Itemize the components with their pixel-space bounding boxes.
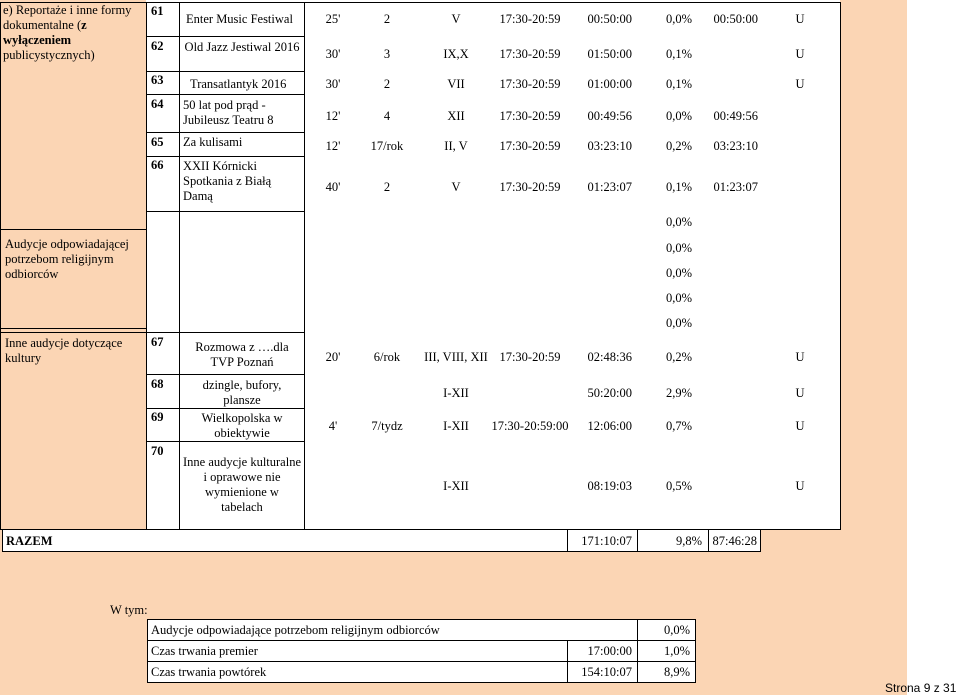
row-frequency: 2: [383, 12, 391, 26]
summary-label: Czas trwania powtórek: [151, 665, 267, 679]
grid-line: [0, 529, 841, 530]
row-hours: 17:30-20:59: [499, 47, 561, 61]
w-tym-label: W tym:: [110, 603, 148, 617]
grid-line: [147, 640, 696, 641]
row-pct: 0,2%: [665, 139, 692, 153]
summary-label: Audycje odpowiadające potrzebom religijnym odbiorców: [151, 623, 440, 637]
grid-line: [0, 2, 146, 3]
row-total: 01:00:00: [587, 77, 632, 91]
row-name: Enter Music Festiwal: [186, 12, 293, 26]
row-months: VII: [447, 77, 465, 91]
row-frequency: 2: [383, 77, 391, 91]
row-premiere: 03:23:10: [713, 139, 758, 153]
summary-value: 154:10:07: [581, 665, 632, 679]
row-months: I-XII: [443, 479, 469, 493]
row-total: 50:20:00: [587, 386, 632, 400]
row-name: 50 lat pod prąd - Jubileusz Teatru 8: [183, 98, 274, 127]
row-name: Old Jazz Jestiwal 2016: [184, 40, 300, 54]
row-months: III, VIII, XII: [424, 350, 488, 364]
row-total: 01:50:00: [587, 47, 632, 61]
grid-line: [146, 441, 305, 442]
grid-line: [2, 551, 761, 552]
grid-line: [146, 332, 305, 333]
row-flag: U: [795, 386, 805, 400]
row-flag: U: [795, 77, 805, 91]
row-frequency: 17/rok: [370, 139, 404, 153]
razem-pct: 9,8%: [675, 534, 702, 548]
row-total: 00:49:56: [587, 109, 632, 123]
row-number: 63: [151, 73, 164, 87]
row-name: XXII Kórnicki Spotkania z Białą Damą: [183, 159, 272, 203]
row-months: V: [451, 180, 461, 194]
row-number: 65: [151, 135, 164, 149]
row-pct: 0,7%: [665, 419, 692, 433]
row-total: 00:50:00: [587, 12, 632, 26]
section-label-religijne: Audycje odpowiadającej potrzebom religijnym odbiorców: [5, 237, 129, 281]
row-flag: U: [795, 47, 805, 61]
page-number: Strona 9 z 31: [885, 681, 957, 695]
row-frequency: 6/rok: [373, 350, 401, 364]
grid-line: [146, 71, 305, 72]
row-pct: 0,2%: [665, 350, 692, 364]
row-total: 12:06:00: [587, 419, 632, 433]
empty-row-pct: 0,0%: [665, 266, 692, 280]
row-pct: 2,9%: [665, 386, 692, 400]
grid-line: [146, 374, 305, 375]
grid-line: [147, 682, 696, 683]
summary-pct: 8,9%: [663, 665, 690, 679]
row-duration: 30': [325, 47, 341, 61]
row-duration: 20': [325, 350, 341, 364]
row-months: V: [451, 12, 461, 26]
row-premiere: 00:50:00: [713, 12, 758, 26]
row-pct: 0,0%: [665, 12, 692, 26]
row-total: 02:48:36: [587, 350, 632, 364]
row-number: 62: [151, 39, 164, 53]
row-hours: 17:30-20:59: [499, 350, 561, 364]
section-label-inne: Inne audycje dotyczące kultury: [5, 336, 123, 365]
row-months: I-XII: [443, 419, 469, 433]
row-frequency: 2: [383, 180, 391, 194]
row-flag: U: [795, 350, 805, 364]
row-premiere: 00:49:56: [713, 109, 758, 123]
row-number: 70: [151, 444, 164, 458]
summary-pct: 1,0%: [663, 644, 690, 658]
row-name: dzingle, bufory, plansze: [202, 378, 282, 407]
grid-line: [0, 332, 146, 333]
row-flag: U: [795, 12, 805, 26]
row-duration: 40': [325, 180, 341, 194]
row-number: 64: [151, 97, 164, 111]
grid-line: [179, 2, 180, 529]
grid-line: [146, 211, 305, 212]
row-frequency: 4: [383, 109, 391, 123]
razem-premiere: 87:46:28: [712, 534, 757, 548]
razem-total: 171:10:07: [581, 534, 632, 548]
row-duration: 30': [325, 77, 341, 91]
row-total: 01:23:07: [587, 180, 632, 194]
row-hours: 17:30-20:59: [499, 180, 561, 194]
row-hours: 17:30-20:59: [499, 77, 561, 91]
grid-line: [146, 36, 305, 37]
row-hours: 17:30-20:59: [499, 139, 561, 153]
row-pct: 0,1%: [665, 47, 692, 61]
row-name: Wielkopolska w obiektywie: [201, 411, 283, 440]
row-number: 69: [151, 410, 164, 424]
section-label-reportaze: e) Reportaże i inne formy dokumentalne (z wyłączeniem publicystycznych): [3, 3, 132, 62]
row-hours: 17:30-20:59:00: [491, 419, 569, 433]
grid-line: [146, 156, 305, 157]
row-flag: U: [795, 419, 805, 433]
row-premiere: 01:23:07: [713, 180, 758, 194]
grid-line: [147, 619, 148, 683]
grid-line: [840, 2, 841, 529]
grid-line: [146, 2, 841, 3]
row-number: 66: [151, 158, 164, 172]
grid-line: [0, 229, 146, 230]
summary-label: Czas trwania premier: [151, 644, 258, 658]
grid-line: [146, 132, 305, 133]
row-months: I-XII: [443, 386, 469, 400]
row-total: 03:23:10: [587, 139, 632, 153]
row-pct: 0,1%: [665, 180, 692, 194]
row-duration: 4': [328, 419, 338, 433]
summary-pct: 0,0%: [663, 623, 690, 637]
row-number: 67: [151, 335, 164, 349]
row-months: XII: [447, 109, 465, 123]
row-pct: 0,1%: [665, 77, 692, 91]
row-pct: 0,0%: [665, 109, 692, 123]
grid-line: [147, 661, 696, 662]
grid-line: [0, 2, 1, 529]
grid-line: [304, 2, 305, 529]
grid-line: [695, 619, 696, 683]
row-hours: 17:30-20:59: [499, 12, 561, 26]
row-flag: U: [795, 479, 805, 493]
empty-row-pct: 0,0%: [665, 316, 692, 330]
grid-line: [2, 529, 3, 552]
row-name: Inne audycje kulturalne i oprawowe nie wymienione w tabelach: [183, 455, 302, 514]
grid-line: [146, 408, 305, 409]
grid-line: [146, 94, 305, 95]
row-name: Za kulisami: [183, 135, 243, 149]
razem-label: RAZEM: [6, 534, 53, 548]
grid-line: [147, 619, 696, 620]
row-frequency: 7/tydz: [371, 419, 403, 433]
grid-line: [146, 2, 147, 529]
empty-row-pct: 0,0%: [665, 291, 692, 305]
row-duration: 25': [325, 12, 341, 26]
row-pct: 0,5%: [665, 479, 692, 493]
row-name: Rozmowa z ….dla TVP Poznań: [195, 340, 289, 369]
empty-row-pct: 0,0%: [665, 215, 692, 229]
row-duration: 12': [325, 109, 341, 123]
row-name: Transatlantyk 2016: [190, 77, 287, 91]
row-number: 68: [151, 377, 164, 391]
row-duration: 12': [325, 139, 341, 153]
row-months: II, V: [444, 139, 468, 153]
row-number: 61: [151, 4, 164, 18]
empty-row-pct: 0,0%: [665, 241, 692, 255]
row-frequency: 3: [383, 47, 391, 61]
grid-line: [0, 328, 146, 329]
row-total: 08:19:03: [587, 479, 632, 493]
grid-line: [760, 529, 761, 552]
summary-value: 17:00:00: [587, 644, 632, 658]
row-hours: 17:30-20:59: [499, 109, 561, 123]
row-months: IX,X: [443, 47, 469, 61]
